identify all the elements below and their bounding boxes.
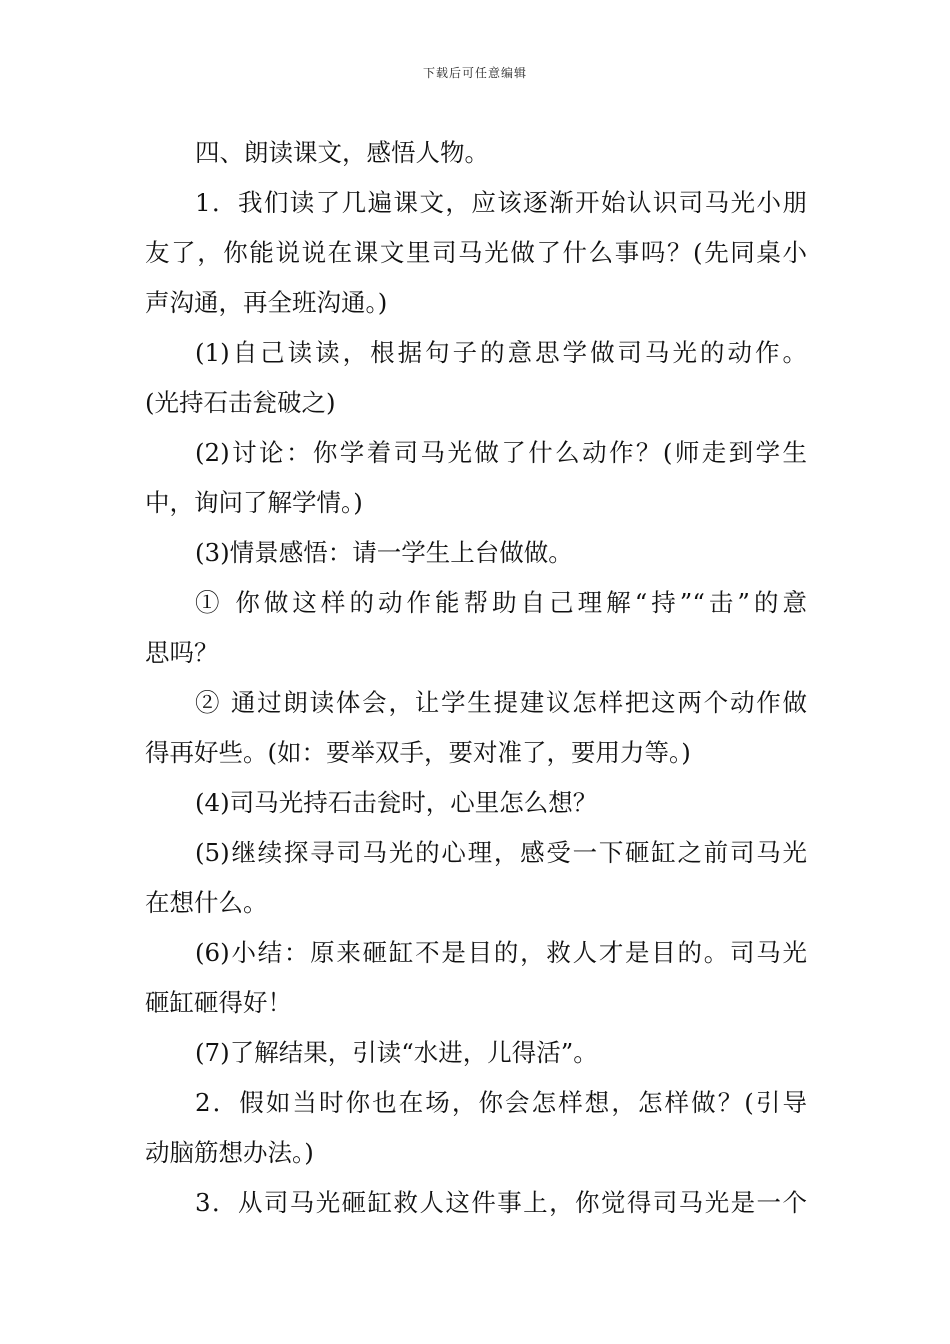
paragraph-line: (5)继续探寻司马光的心理，感受一下砸缸之前司马光 <box>195 838 807 867</box>
paragraph-line: (1)自己读读，根据句子的意思学做司马光的动作。 <box>195 338 807 367</box>
page-header: 下载后可任意编辑 <box>422 66 527 80</box>
paragraph-line: 中，询问了解学情。) <box>145 488 363 517</box>
paragraph-line: ① 你做这样的动作能帮助自己理解“持”“击”的意 <box>195 588 807 617</box>
paragraph-line: 砸缸砸得好！ <box>145 988 292 1017</box>
paragraph-line: (6)小结：原来砸缸不是目的，救人才是目的。司马光 <box>195 938 807 967</box>
paragraph-line: (4)司马光持石击瓮时，心里怎么想？ <box>195 788 598 817</box>
paragraph-line: 得再好些。(如：要举双手，要对准了，要用力等。) <box>145 738 691 767</box>
paragraph-line: (7)了解结果，引读“水进，儿得活”。 <box>195 1038 598 1067</box>
paragraph-line: ② 通过朗读体会，让学生提建议怎样把这两个动作做 <box>195 688 807 717</box>
paragraph-line: 1．我们读了几遍课文，应该逐渐开始认识司马光小朋 <box>195 188 807 217</box>
paragraph-line: (2)讨论：你学着司马光做了什么动作？(师走到学生 <box>195 438 807 467</box>
paragraph-line: 友了，你能说说在课文里司马光做了什么事吗？(先同桌小 <box>145 238 807 267</box>
paragraph-line: 动脑筋想办法。) <box>145 1138 314 1167</box>
paragraph-line: 2．假如当时你也在场，你会怎样想，怎样做？(引导 <box>195 1088 807 1117</box>
section-heading: 四、朗读课文，感悟人物。 <box>195 138 489 167</box>
paragraph-line: 3．从司马光砸缸救人这件事上，你觉得司马光是一个 <box>195 1188 807 1217</box>
paragraph-line: (3)情景感悟：请一学生上台做做。 <box>195 538 573 567</box>
paragraph-line: 声沟通，再全班沟通。) <box>145 288 388 317</box>
paragraph-line: 在想什么。 <box>145 888 268 917</box>
paragraph-line: 思吗？ <box>145 638 219 667</box>
document-body <box>145 128 807 1228</box>
paragraph-line: (光持石击瓮破之) <box>145 388 336 417</box>
